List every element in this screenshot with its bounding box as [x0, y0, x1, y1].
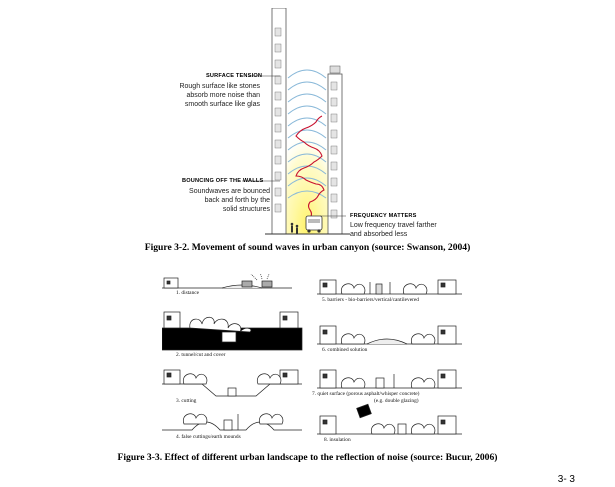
left-building	[272, 8, 286, 234]
label-double-glazing: (e.g. double glazing)	[374, 398, 419, 404]
label-quiet-surface: 7. quiet surface (porous asphalt/whisper concrete)	[312, 391, 420, 397]
label-tunnel: 2. tunnel/cut and cover	[176, 352, 226, 358]
panel-insulation	[317, 404, 462, 434]
surface-tension-text	[160, 82, 260, 109]
right-building-windows	[331, 82, 337, 218]
page-number: 3- 3	[557, 474, 575, 485]
bouncing-text	[160, 187, 270, 214]
panel-combined	[317, 326, 462, 344]
surface-tension-line: absorb more noise than	[186, 92, 260, 99]
panel-distance	[162, 274, 292, 288]
bus-wheel	[307, 229, 310, 232]
noise-glow	[282, 108, 332, 234]
figure-3-2-caption: Figure 3-2. Movement of sound waves in urban canyon (source: Swanson, 2004)	[144, 242, 471, 253]
label-insulation: 8. insulation	[324, 437, 351, 443]
bouncing-line: Soundwaves are bounced	[189, 188, 270, 195]
label-combined: 6. combined solution	[322, 347, 368, 353]
figure-3-3-caption: Figure 3-3. Effect of different urban landscape to the reflection of noise (source: Bucur, 2006)	[117, 452, 498, 463]
figure-noise-landscape	[162, 274, 462, 446]
panel-cutting	[162, 370, 302, 396]
frequency-line: and absorbed less	[350, 231, 408, 238]
surface-tension-line: smooth surface like glas	[184, 101, 260, 108]
panel-false-cuttings	[162, 414, 302, 430]
label-false-cuttings: 4. false cuttings/earth mounds	[176, 434, 241, 440]
label-cutting: 3. cutting	[176, 398, 197, 404]
bouncing-title: BOUNCING OFF THE WALLS	[182, 178, 264, 184]
panel-tunnel	[162, 312, 302, 350]
surface-tension-title: SURFACE TENSION	[206, 73, 263, 79]
frequency-line: Low frequency travel farther	[350, 222, 437, 229]
bouncing-line: solid structures	[222, 206, 270, 213]
label-barriers: 5. barriers - bio-barriers/vertical/cantilevered	[322, 297, 419, 303]
bus-wheel	[317, 229, 320, 232]
panel-quiet-surface	[317, 370, 462, 388]
frequency-title: FREQUENCY MATTERS	[350, 213, 417, 219]
figure-urban-canyon	[160, 8, 440, 240]
frequency-text	[350, 221, 450, 239]
bouncing-line: back and forth by the	[204, 197, 270, 204]
bus-window	[308, 219, 320, 223]
surface-tension-line: Rough surface like stones	[179, 83, 260, 90]
label-distance: 1. distance	[176, 290, 200, 296]
rooftop-unit	[330, 66, 340, 73]
panel-barriers	[317, 280, 462, 294]
